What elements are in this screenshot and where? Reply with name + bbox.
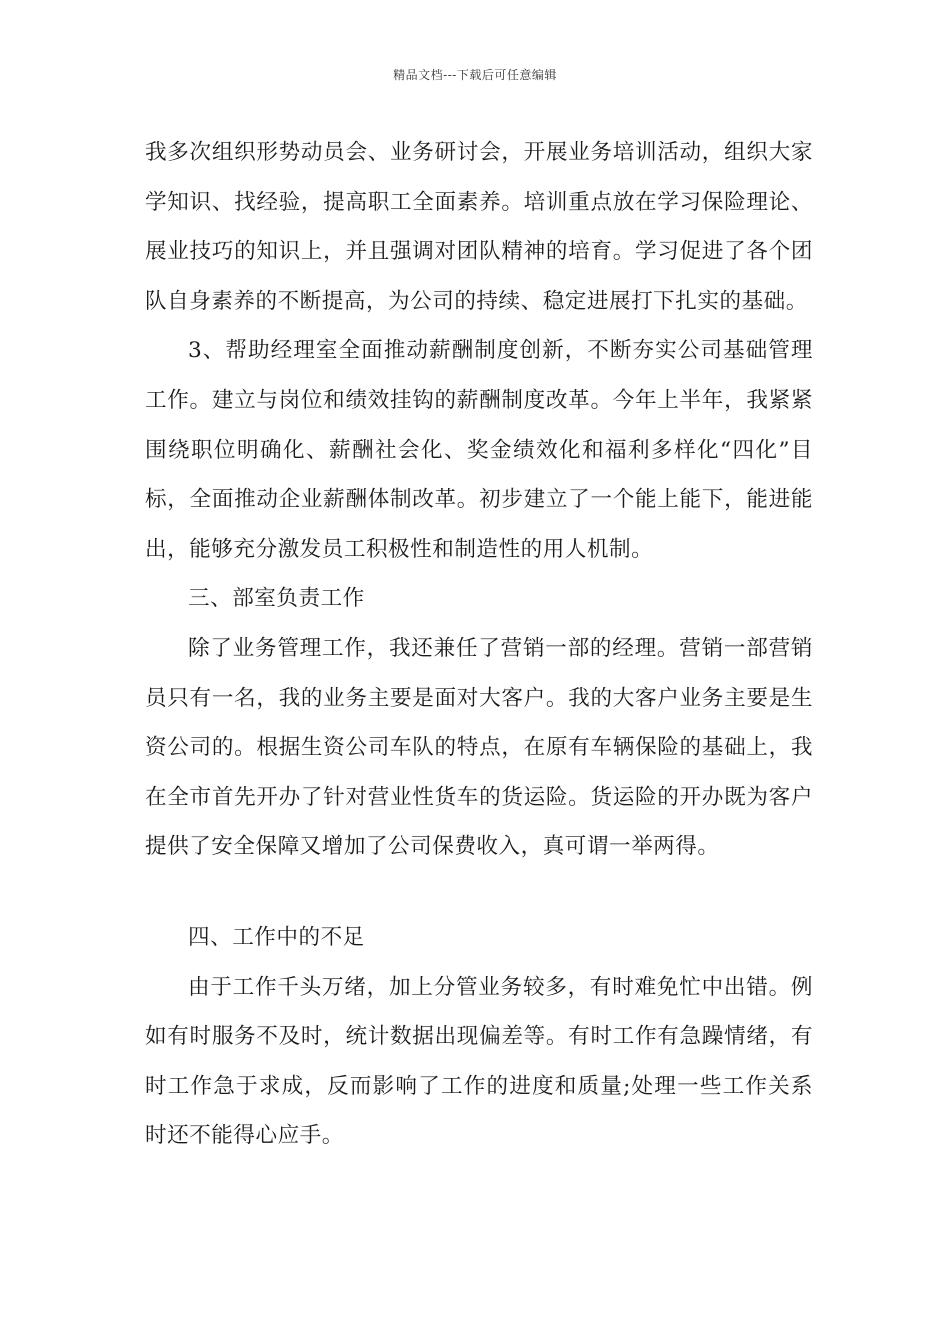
paragraph-department-work: 除了业务管理工作，我还兼任了营销一部的经理。营销一部营销员只有一名，我的业务主要是面对大客户。我的大客户业务主要是生资公司的。根据生资公司车队的特点，在原有车辆保险的基础上，我在全市首先开办了针对营业性货车的货运险。货运险的开办既为客户提供了安全保障又增加了公司保费收入，真可谓一举两得。 xyxy=(145,635,813,860)
section-spacer xyxy=(145,872,813,913)
page-header: 精品文档---下载后可任意编辑 xyxy=(393,68,557,82)
section-heading-shortcomings: 四、工作中的不足 xyxy=(188,924,365,950)
document-body xyxy=(145,128,813,1161)
paragraph-salary-reform: 3、帮助经理室全面推动薪酬制度创新，不断夯实公司基础管理工作。建立与岗位和绩效挂钩的薪酬制度改革。今年上半年，我紧紧围绕职位明确化、薪酬社会化、奖金绩效化和福利多样化“四化”目标，全面推动企业薪酬体制改革。初步建立了一个能上能下，能进能出，能够充分激发员工积极性和制造性的用人机制。 xyxy=(145,338,813,562)
paragraph-shortcomings: 由于工作千头万绪，加上分管业务较多，有时难免忙中出错。例如有时服务不及时，统计数据出现偏差等。有时工作有急躁情绪，有时工作急于求成，反而影响了工作的进度和质量;处理一些工作关系时还不能得心应手。 xyxy=(145,974,813,1149)
section-heading-department-work: 三、部室负责工作 xyxy=(188,586,365,612)
paragraph-training: 我多次组织形势动员会、业务研讨会，开展业务培训活动，组织大家学知识、找经验，提高职工全面素养。培训重点放在学习保险理论、展业技巧的知识上，并且强调对团队精神的培育。学习促进了各个团队自身素养的不断提高，为公司的持续、稳定进展打下扎实的基础。 xyxy=(145,140,813,314)
